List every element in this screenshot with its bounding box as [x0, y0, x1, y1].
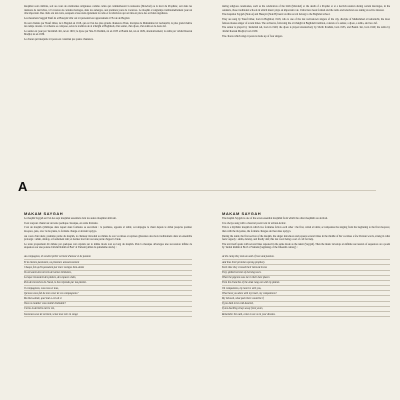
- french-poem-line: Puis des branches de l'Arak, le bon répondu par ma plainte.: [24, 281, 192, 286]
- english-poem-line: Remember the oath, come to see us in your dreams.: [222, 312, 390, 317]
- french-poem-line: Au compagnon, ils veulent prêter serment d'amour et de passion: [24, 255, 192, 260]
- french-intro-paragraph-3: Ils sont chantés par Yusuf Omar, né à Bagdad en 1918, qui est l'un des plus grands chanteurs d'Irak, disciples de Muhammad al Gubantchi, le plus grand maître des temps récents. L'orchestre se compose, selon la tradition de al tchalghi al Baghdadi, d'un santur, d'un djoze, d'un zahla et de deux daf.: [24, 21, 192, 29]
- english-maqam-paragraph-5: The text itself opens with several lines repeated in the same mode as the taksir (Saygah). Then the music develops an infinite succession of sequences on a poem by 'Abdul Rahim al Bori' al Yamani (beginning of the fifteenth century) :: [222, 242, 390, 250]
- english-poem-line: If one dwelling strays away from yours,: [222, 307, 390, 312]
- french-intro-column: [24, 5, 192, 43]
- section-divider: [24, 190, 376, 191]
- french-section-heading: MAKAM SAYGAH: [24, 211, 64, 216]
- english-poem-line: They spilled torrents of burning tears.: [222, 271, 390, 276]
- english-poem-line: Then the branches of the Arak rang out with my plaints.: [222, 281, 390, 286]
- french-intro-paragraph-5: Le chœur qui interprète ici pesta est constitué par quatre chanteurs.: [24, 38, 94, 42]
- french-poem-line: Ma bien-aimée, quel mal a-t-il ait si: [24, 296, 192, 301]
- french-maqam-paragraph-5: Le texte proprement dit débute par quelques vers répétés sur le même mode tout au long du maqâm. Puis la musique développe une succession infinie de séquences sur une poésie d'Abdul Rahim al Bori' al Yamani (début du quinzième siècle) :: [24, 242, 192, 250]
- english-maqam-paragraph-4: During the takrir, the first section of the maqâm, the singer introduces and repeats several times in the middle of his vocalises a few Persian words, strung in what feels vaguely : amân, dalalay, and finally dali; this last word being a sort of call for help.: [222, 234, 390, 242]
- french-maqam-paragraph-4: Au cours d'un takrir, première partie du maqâm, le chanteur introduit au milieu de son vocalises et reprises glissantes des mots traditionnels dans un ensemble prolongé : amân, dalalay, et fondement dali; et dernier mot fait tout une partie d'appel à l'aide.: [24, 234, 192, 242]
- french-poem-line: Qu'avez-vous fait du mon cœur de vos compagnons?: [24, 291, 192, 296]
- english-intro-paragraph-1: during religious ceremonies, such as the celebration of the birth (Mawlud) or the death of a Prophet or at a dervish reunion during certain marriages, in the outskirts, those traditional schools in which music plays an important role. Clubs have been formed and the radio and television are taking an active interest.: [222, 5, 390, 12]
- english-intro-paragraph-5: The chorus which sings it pesta is made up of four singers.: [222, 34, 283, 38]
- side-letter: A: [18, 179, 28, 194]
- french-maqam-paragraph-1: Le maqâm Saygah est l'un des sept maqâmat essentiels dont les autres maqâmat dérivent.: [24, 216, 117, 220]
- french-poem-line: Chaque fois qu'ils passaient par leurs vestiges bien-aimés: [24, 265, 192, 270]
- french-poem-line: Vous ne moduler vous moitié d'aimable?: [24, 302, 192, 307]
- english-maqam-paragraph-1: The maqâm Saygah is one of the seven essential maqâmât from which the other maqâmât are derived.: [222, 216, 328, 220]
- english-poem-line: Each time they crossed their beloved traces: [222, 265, 390, 270]
- english-intro-paragraph-4: The santur is played by 'Abdallah Ali, born in 1929; the djoze is played alternatively by Sha'ib Ibrahim, born 1935, and Basim 'Ali, born 1929; the zahla by 'Abdul Razzak Madjid, born 1939.: [222, 26, 390, 33]
- english-poem: [222, 255, 390, 317]
- french-poem-line: Et la mienne passionné, ou plusieurs amoureusement: [24, 260, 192, 265]
- english-poem-line: At the camp they took an oath of love and passion.: [222, 255, 390, 260]
- french-intro-paragraph-4: Le santur est joué par 'Abdallah 'Ali, né en 1919; le djoze par Sha-'ib Ibrahim, né en 1935 et Basim Ali, né en 1929, alternativement; la zahla par 'Abdul Razzak Madjid, né en 1939.: [24, 29, 192, 37]
- english-poem-line: Oh companions, my heart is with you,: [222, 286, 390, 291]
- english-poem-line: If you died to be cold-hearted,: [222, 302, 390, 307]
- english-maqam-paragraph-2: It is always sung with a classical poetic text in written Arabic.: [222, 221, 287, 225]
- english-intro-column: [222, 5, 390, 39]
- french-maqam-paragraph-2: Il est toujours chanté sur un texte poétique classique, en arabe littéraire.: [24, 221, 99, 225]
- french-poem: [24, 255, 192, 317]
- french-maqam-column: [24, 212, 192, 317]
- english-poem-line: And thus their promises sprang prophecy.: [222, 260, 390, 265]
- english-section-heading: MAKAM SAYGAH: [222, 211, 262, 216]
- french-poem-line: J'ai bu la dernière nuit le vin,: [24, 307, 192, 312]
- french-poem-line: O compagnons, vous tous et tous,: [24, 286, 192, 291]
- english-poem-line: My beloved, what pain there would be if: [222, 296, 390, 301]
- english-poem-line: What have you done with my heart, my companions?: [222, 291, 390, 296]
- english-maqam-paragraph-3: This is a rhythmic maqâm in which two formulae follow each other : the first, called al tahrir, accompanies the singing from the beginning to the first moqawa; then with the moyanna, the formula changes and becomes iqaiyya.: [222, 226, 390, 233]
- english-maqam-column: [222, 212, 390, 317]
- french-poem-line: Ils versaient des torrents de larmes brûlantes,: [24, 271, 192, 276]
- french-poem-line: Souvenez-vous de serment, venez tous voir en songe: [24, 312, 192, 317]
- english-intro-paragraph-3: They are sung by Yusuf Omar, born in Baghdad, 1918, who is one of the last well-known singers of the city, disciple of Muhammad al Gubantchi, the most famous master-singer of recent times. The orchestra, following the al tchalghi al Baghdadi tradition, consists of a santur, a djoze, a zahla, and two daf.: [222, 18, 390, 25]
- french-poem-line: Lorsque trouvaient des plaines, des espaces vides,: [24, 276, 192, 281]
- french-intro-paragraph-2: Les musiciens Saggah Yusif Al et Husayni Umr ont ici présenté leur appartement à l'Ecole de Bagdad.: [24, 16, 130, 20]
- english-intro-paragraph-2: The maqamat Saygah (Side A) and Husayni (Side B) heard on this record belong to the Baghdad school.: [222, 13, 331, 17]
- french-intro-paragraph-1: maqâmat sont célébrés, soit au cours de cérémonies religieuses comme celles qui commémorent la naissance (Mawlud) ou la mort du Prophète; soit dans les réunions de derviches, à l'occasion de certains mariages, dans les auberges, aux premiers jours de vacances. Le maqâm a longtemps traditionnellement joué un rôle important. Des clubs ont été créés, auxquels s'associent également la radio et la télévision qui ont mis en place des activités régulières.: [24, 5, 192, 15]
- english-poem-line: When the pigeons saw me in their bare places: [222, 276, 390, 281]
- french-maqam-paragraph-3: C'est un maqâm rythmique dans lequel deux formules se succèdent : la première, appelée al tahrir, accompagne le chant depuis le début jusqu'au premier moqawa, puis, avec la moyanna, la formule change et devient iqaiyya.: [24, 226, 192, 233]
